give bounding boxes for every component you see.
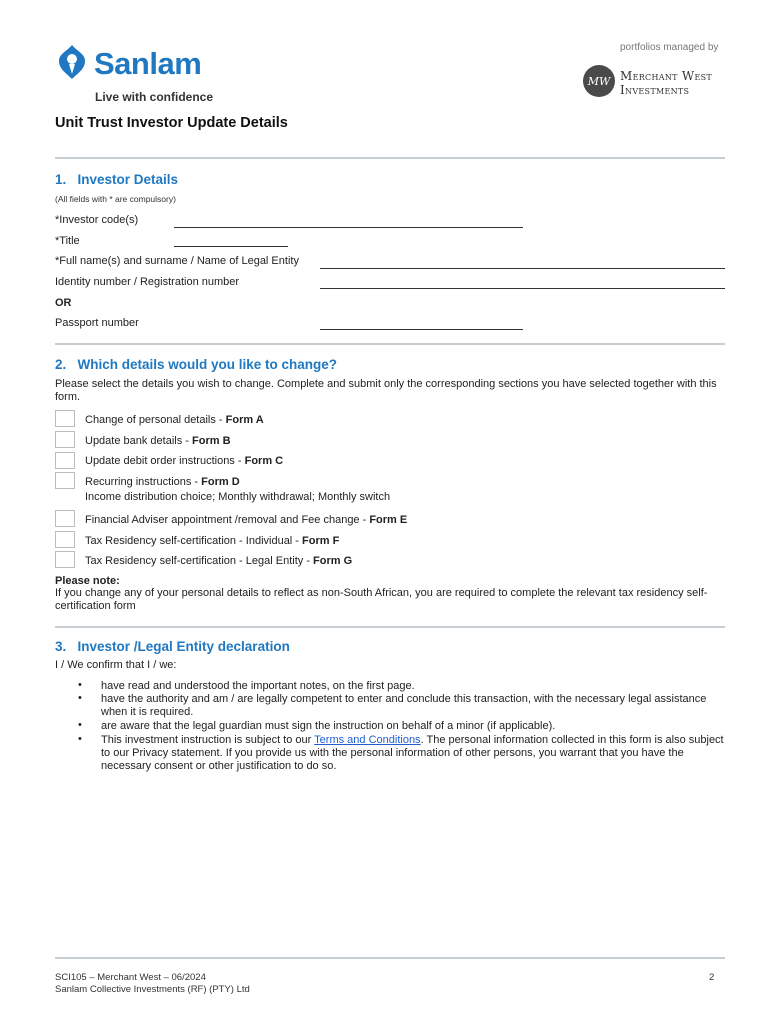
brand-name: Sanlam	[94, 46, 202, 81]
section1-heading: 1. Investor Details	[55, 172, 179, 187]
passport-field[interactable]	[320, 329, 523, 330]
sanlam-logo	[56, 44, 226, 84]
footer-company: Sanlam Collective Investments (RF) (PTY) Ltd	[55, 984, 250, 995]
bullet-dot: •	[78, 679, 82, 691]
form-c-option: Update debit order instructions - Form C	[85, 455, 284, 467]
please-note-title: Please note:	[55, 575, 120, 587]
form-d-subtext: Income distribution choice; Monthly withdrawal; Monthly switch	[85, 491, 391, 503]
title-label: *Title	[55, 235, 80, 247]
passport-label: Passport number	[55, 317, 139, 329]
form-g-option: Tax Residency self-certification - Legal Entity - Form G	[85, 555, 353, 567]
footer-divider	[55, 957, 725, 959]
section2-heading: 2. Which details would you like to change?	[55, 357, 338, 372]
declaration-intro: I / We confirm that I / we:	[55, 659, 177, 671]
form-d-checkbox[interactable]	[55, 472, 75, 489]
merchant-west-logo	[582, 64, 727, 100]
page-number: 2	[709, 972, 715, 983]
declaration-item: have the authority and am / are legally competent to enter and conclude this transaction, with the necessary legal assistance when it is required.	[101, 693, 707, 718]
full-name-label: *Full name(s) and surname / Name of Legal Entity	[55, 255, 299, 267]
title-field[interactable]	[174, 246, 288, 247]
compulsory-note: (All fields with * are compulsory)	[55, 194, 176, 204]
section2-intro: Please select the details you wish to change. Complete and submit only the corresponding sections you have selected together with this form.	[55, 378, 717, 403]
form-f-checkbox[interactable]	[55, 531, 75, 548]
mw-circle-icon	[582, 64, 616, 98]
divider	[55, 157, 725, 159]
declaration-item: have read and understood the important notes, on the first page.	[101, 680, 415, 692]
full-name-field[interactable]	[320, 268, 725, 269]
form-c-checkbox[interactable]	[55, 452, 75, 469]
declaration-item-terms: This investment instruction is subject to our Terms and Conditions. The personal information collected in this form is also subject to our Privacy statement. If you provide us with the personal information of other persons, you warrant that you have the necessary consent or other justification to do so.	[101, 734, 724, 772]
bullet-dot: •	[78, 733, 82, 745]
please-note-text: If you change any of your personal details to reflect as non-South African, you are required to complete the relevant tax residency self-certification form	[55, 587, 708, 612]
identity-label: Identity number / Registration number	[55, 276, 240, 288]
bullet-dot: •	[78, 692, 82, 704]
form-e-checkbox[interactable]	[55, 510, 75, 527]
divider	[55, 343, 725, 345]
partner-subname: Investments	[620, 83, 690, 97]
footer-code: SCI105 – Merchant West – 06/2024	[55, 972, 206, 983]
form-b-checkbox[interactable]	[55, 431, 75, 448]
declaration-item: are aware that the legal guardian must sign the instruction on behalf of a minor (if applicable).	[101, 720, 556, 732]
investor-code-field[interactable]	[174, 227, 523, 228]
managed-by-text: portfolios managed by	[620, 42, 719, 53]
form-f-option: Tax Residency self-certification - Individual - Form F	[85, 535, 340, 547]
brand-tagline: Live with confidence	[95, 90, 214, 104]
form-b-option: Update bank details - Form B	[85, 435, 231, 447]
divider	[55, 626, 725, 628]
or-label: OR	[55, 297, 72, 309]
sanlam-shield-icon	[56, 44, 88, 80]
investor-code-label: *Investor code(s)	[55, 214, 139, 226]
form-d-option: Recurring instructions - Form D	[85, 476, 240, 488]
terms-and-conditions-link[interactable]: Terms and Conditions	[314, 734, 421, 746]
form-a-option: Change of personal details - Form A	[85, 414, 264, 426]
form-e-option: Financial Adviser appointment /removal and Fee change - Form E	[85, 514, 408, 526]
svg-text:MW: MW	[587, 75, 611, 88]
bullet-dot: •	[78, 719, 82, 731]
form-g-checkbox[interactable]	[55, 551, 75, 568]
page-title: Unit Trust Investor Update Details	[55, 115, 288, 131]
identity-field[interactable]	[320, 288, 725, 289]
partner-name: Merchant West	[620, 69, 713, 83]
form-a-checkbox[interactable]	[55, 410, 75, 427]
section3-heading: 3. Investor /Legal Entity declaration	[55, 639, 290, 654]
